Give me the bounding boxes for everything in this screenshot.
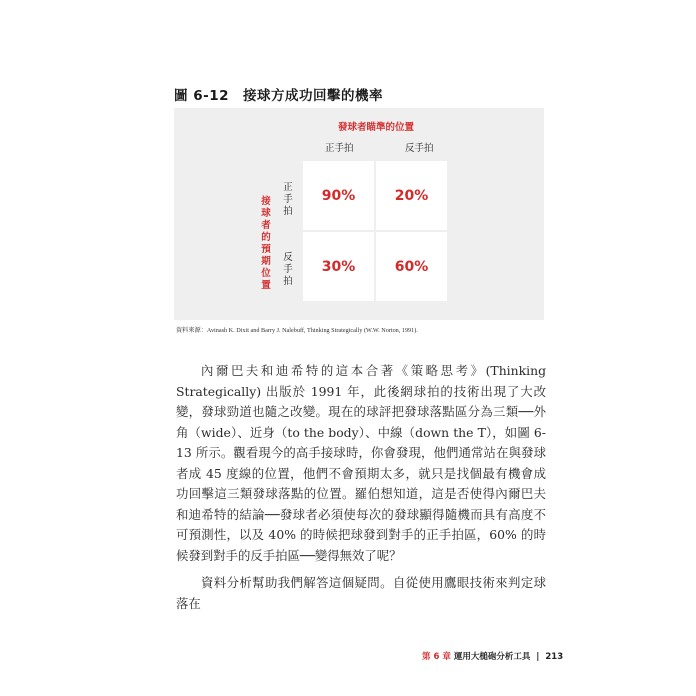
cell-forehand-forehand: 90% (303, 161, 374, 230)
cell-forehand-backhand: 20% (376, 161, 447, 230)
column-group-label: 發球者瞄準的位置 (338, 122, 415, 133)
footer-page-number: 213 (545, 652, 564, 662)
page-footer (422, 650, 563, 662)
figure-source: 資料來源：Avinash K. Dixit and Barry J. Nalebuff, Thinking Strategically (W.W. Norton, 1991). (176, 327, 418, 334)
column-header-forehand: 正手拍 (325, 143, 354, 154)
row-group-label: 接球者的預期位置 (261, 196, 271, 291)
cell-backhand-backhand: 60% (376, 232, 447, 301)
body-paragraph-1: 內爾巴夫和迪希特的這本合著《策略思考》(Thinking Strategically) 出版於 1991 年，此後網球拍的技術出現了大改變，發球勁道也隨之改變。現在的球評把發球落點區分為三類──外角（wide）、近身（to the body）、中線（down the T），如圖 6-13 所示。觀看現今的高手接球時，你會發現，他們通常站在與發球者成 45 度線的位置，他們不會預期太多，就只是找個最有機會成功回擊這三類發球落點的位置。羅伯想知道，這是否使得內爾巴夫和迪希特的結論──發球者必須使每次的發球顯得隨機而具有高度不可預測性，以及 40% 的時候把球發到對手的正手拍區，60% 的時候發到對手的反手拍區──變得無效了呢？ (176, 363, 546, 563)
figure-number: 圖 6-12 (174, 88, 229, 104)
body-paragraph-2: 資料分析幫助我們解答這個疑問。自從使用鷹眼技術來判定球落在 (176, 575, 546, 611)
footer-chapter-title: 運用大槌砲分析工具 (453, 652, 531, 662)
figure-title-text: 接球方成功回擊的機率 (242, 88, 383, 104)
row-header-backhand: 反手拍 (283, 252, 293, 287)
column-header-backhand: 反手拍 (405, 143, 434, 154)
footer-chapter: 第 6 章 (422, 652, 451, 662)
footer-separator: | (536, 652, 540, 662)
figure-title (174, 84, 383, 104)
row-header-forehand: 正手拍 (283, 182, 293, 217)
cell-backhand-forehand: 30% (303, 232, 374, 301)
